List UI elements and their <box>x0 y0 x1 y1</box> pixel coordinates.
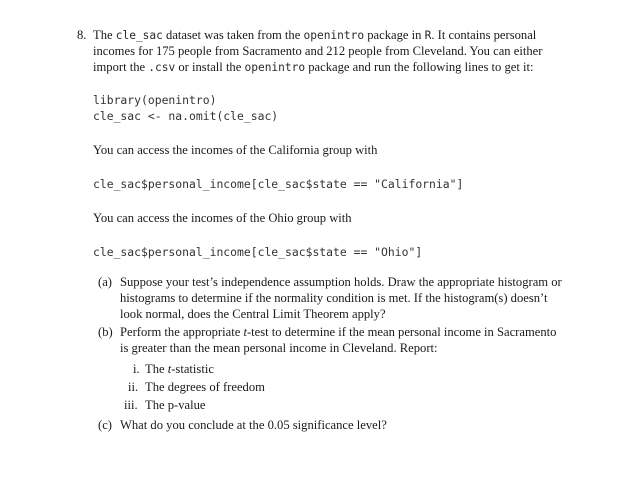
intro-text: The <box>93 28 116 42</box>
sub-item-t-statistic <box>145 361 214 377</box>
part-a-label: (a) <box>98 275 112 289</box>
part-b-text: -test to determine if the mean personal income in Sacramento <box>246 325 557 339</box>
intro-text: dataset was taken from the <box>162 28 304 42</box>
intro-line-1 <box>93 27 536 44</box>
ohio-code: cle_sac$personal_income[cle_sac$state == "Ohio"] <box>93 245 423 259</box>
sub-item-text: -statistic <box>171 362 214 376</box>
part-b-label: (b) <box>98 325 113 339</box>
part-a-line-2: histograms to determine if the normality condition is met. If the histogram(s) doesn’t <box>120 291 548 305</box>
intro-text: package in <box>364 28 425 42</box>
part-c-text: What do you conclude at the 0.05 significance level? <box>120 418 387 432</box>
ohio-text: You can access the incomes of the Ohio group with <box>93 211 352 225</box>
part-b-line-1 <box>120 324 556 340</box>
inline-code-package: openintro <box>303 29 365 42</box>
sub-item-text: The <box>145 362 168 376</box>
california-text: You can access the incomes of the California group with <box>93 143 378 157</box>
intro-text: or install the <box>175 60 245 74</box>
sub-item-label: iii. <box>124 398 138 412</box>
inline-code-package: openintro <box>244 61 306 74</box>
inline-code-dataset: cle_sac <box>115 29 163 42</box>
sub-item-p-value: The p-value <box>145 398 206 412</box>
part-a-line-3: look normal, does the Central Limit Theorem apply? <box>120 307 386 321</box>
intro-text: package and run the following lines to get it: <box>305 60 534 74</box>
inline-code-csv: .csv <box>148 61 176 74</box>
intro-text: import the <box>93 60 149 74</box>
t-italic: t <box>167 362 172 376</box>
sub-item-label: i. <box>133 362 140 376</box>
intro-line-2: incomes for 175 people from Sacramento and 212 people from Cleveland. You can either <box>93 44 543 58</box>
sub-item-degrees-of-freedom: The degrees of freedom <box>145 380 265 394</box>
part-b-line-2: is greater than the mean personal income in Cleveland. Report: <box>120 341 438 355</box>
part-a-line-1: Suppose your test’s independence assumption holds. Draw the appropriate histogram or <box>120 275 562 289</box>
part-c-label: (c) <box>98 418 112 432</box>
part-b-text: Perform the appropriate <box>120 325 244 339</box>
intro-text: . It contains personal <box>431 28 537 42</box>
california-code: cle_sac$personal_income[cle_sac$state == "California"] <box>93 177 464 191</box>
code-line-library: library(openintro) <box>93 93 217 107</box>
t-italic: t <box>243 325 247 339</box>
sub-item-label: ii. <box>128 380 139 394</box>
intro-line-3 <box>93 59 534 76</box>
inline-code-language: R <box>424 29 432 42</box>
code-line-na-omit: cle_sac <- na.omit(cle_sac) <box>93 109 279 123</box>
question-number: 8. <box>77 28 87 42</box>
